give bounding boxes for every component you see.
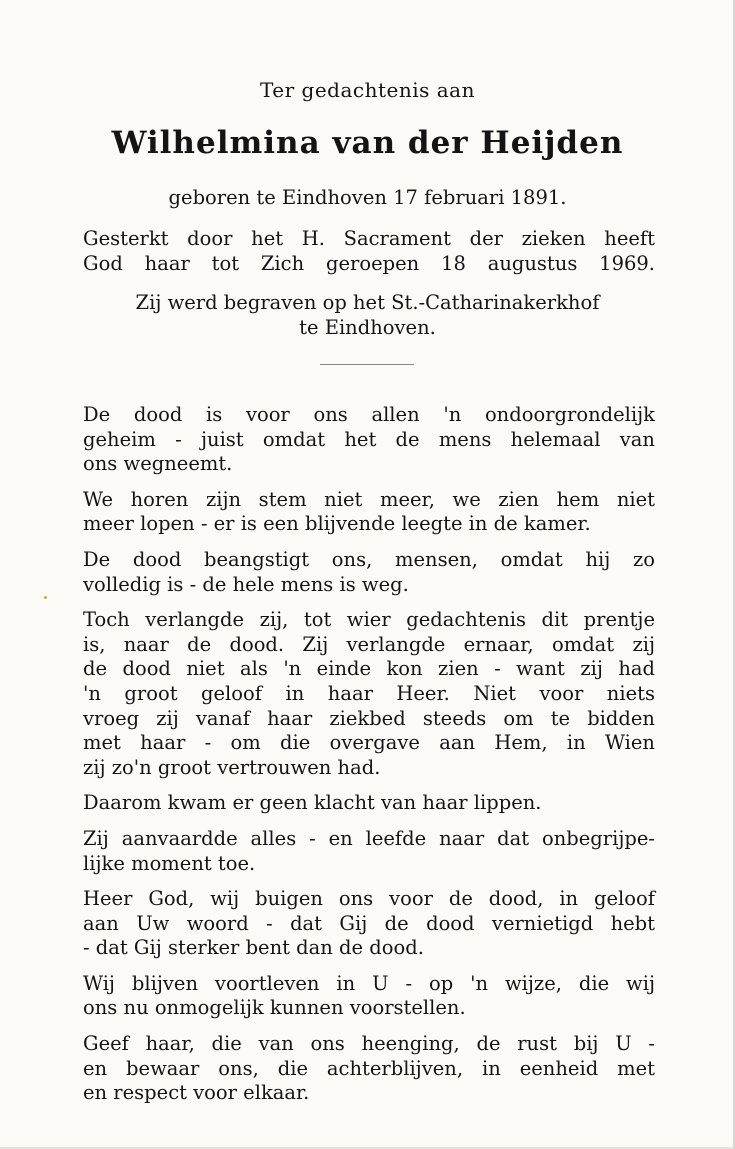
meditation-paragraph [83, 887, 655, 961]
meditation-line: Toch verlangde zij, tot wier gedachtenis dit prentje [83, 608, 655, 632]
meditation-line: Daarom kwam er geen klacht van haar lippen. [83, 791, 542, 815]
meditation-paragraph [83, 403, 655, 477]
meditation-line: - dat Gij sterker bent dan de dood. [83, 936, 424, 960]
intro-text: Ter gedachtenis aan [260, 78, 475, 102]
meditation-line: is, naar de dood. Zij verlangde ernaar, omdat zij [83, 632, 655, 656]
birth-line: geboren te Eindhoven 17 februari 1891. [168, 186, 567, 209]
meditation-paragraph [83, 1032, 655, 1106]
meditation-paragraph [83, 791, 655, 816]
meditation-paragraph [83, 827, 655, 876]
meditation-line: geheim - juist omdat het de mens helemaal van [83, 427, 655, 451]
meditation-line: Wij blijven voortleven in U - op 'n wijze, die wij [83, 971, 655, 995]
paper-speck [44, 596, 47, 599]
divider-rule [320, 364, 414, 365]
meditation-line: en bewaar ons, die achterblijven, in eenheid met [83, 1056, 655, 1080]
meditation-line: meer lopen - er is een blijvende leegte in de kamer. [83, 512, 591, 536]
meditation-text [83, 403, 655, 1117]
death-notice [83, 226, 655, 276]
meditation-line: volledig is - de hele mens is weg. [83, 572, 409, 596]
meditation-line: We horen zijn stem niet meer, we zien hem niet [83, 487, 655, 511]
death-notice-line: God haar tot Zich geroepen 18 augustus 1969. [83, 252, 655, 275]
deceased-name: Wilhelmina van der Heijden [111, 125, 624, 161]
meditation-paragraph [83, 972, 655, 1021]
meditation-line: ons wegneemt. [83, 452, 233, 476]
meditation-paragraph [83, 608, 655, 780]
meditation-line: De dood is voor ons allen 'n ondoorgrondelijk [83, 403, 655, 426]
meditation-line: zij zo'n groot vertrouwen had. [83, 755, 381, 779]
meditation-line: Zij aanvaardde alles - en leefde naar dat onbegrijpe- [83, 826, 655, 850]
meditation-line: lijke moment toe. [83, 851, 256, 875]
meditation-line: aan Uw woord - dat Gij de dood vernietigd hebt [83, 911, 655, 935]
burial-notice-line: Zij werd begraven op het St.-Catharinakerkhof [135, 291, 600, 314]
meditation-line: vroeg zij vanaf haar ziekbed steeds om te bidden [83, 706, 655, 730]
meditation-paragraph [83, 548, 655, 597]
meditation-line: De dood beangstigt ons, mensen, omdat hij zo [83, 547, 655, 571]
meditation-line: ons nu onmogelijk kunnen voorstellen. [83, 996, 466, 1020]
meditation-line: Heer God, wij buigen ons voor de dood, in geloof [83, 887, 655, 911]
meditation-line: Geef haar, die van ons heenging, de rust bij U - [83, 1032, 655, 1056]
meditation-paragraph [83, 488, 655, 537]
burial-notice [0, 290, 735, 340]
meditation-line: en respect voor elkaar. [83, 1081, 310, 1105]
meditation-line: de dood niet als 'n einde kon zien - want zij had [83, 657, 655, 681]
meditation-line: met haar - om die overgave aan Hem, in Wien [83, 731, 655, 755]
burial-notice-line: te Eindhoven. [299, 316, 436, 339]
death-notice-line: Gesterkt door het H. Sacrament der zieken heeft [83, 227, 655, 250]
meditation-line: 'n groot geloof in haar Heer. Niet voor niets [83, 681, 655, 705]
